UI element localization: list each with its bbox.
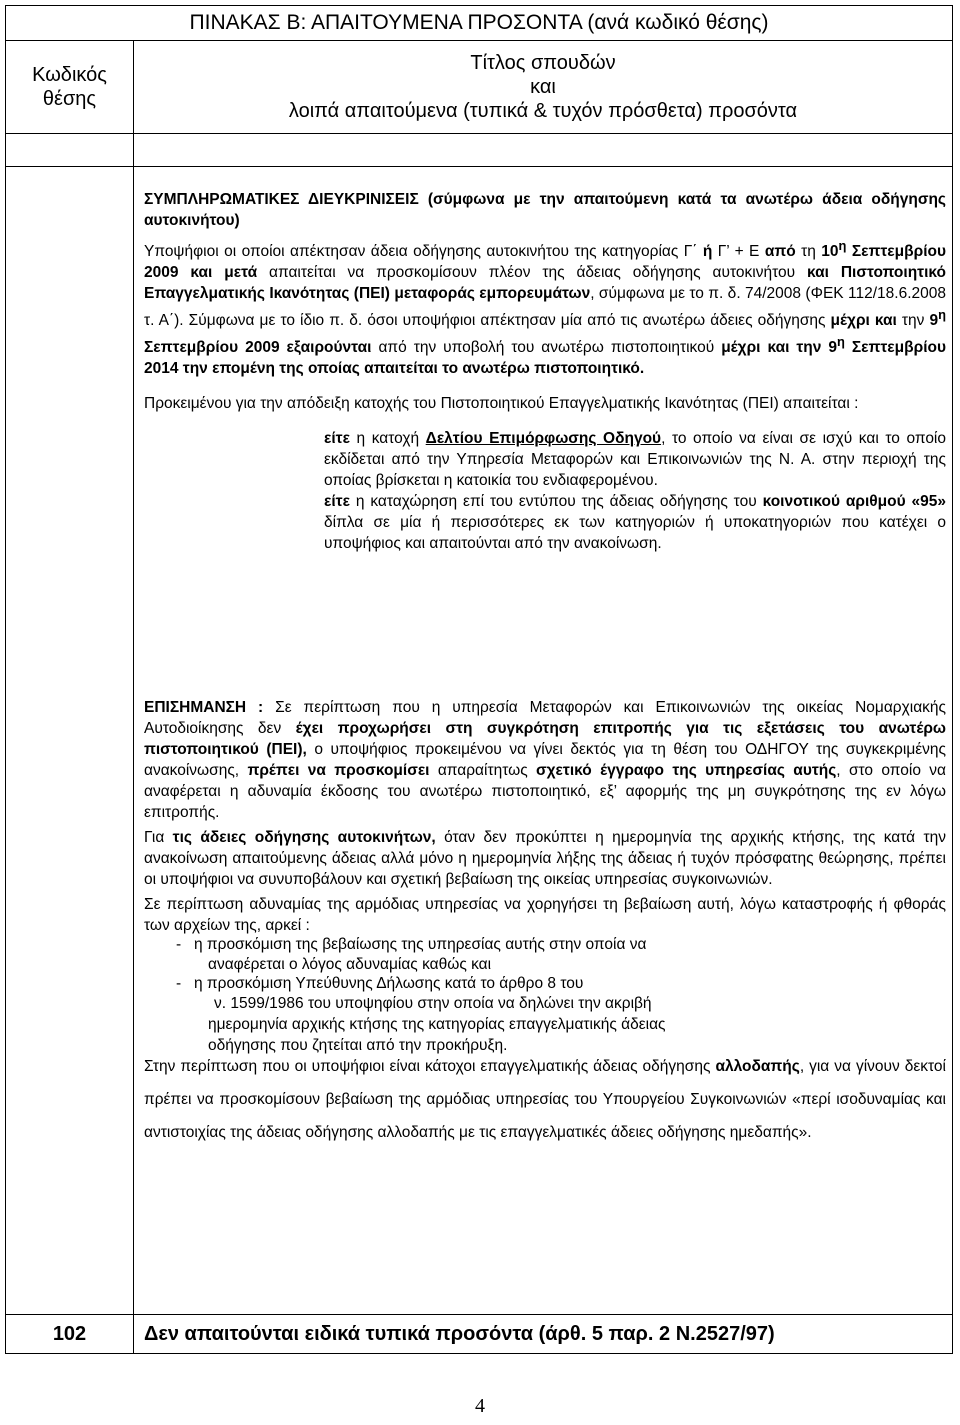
table-title: ΠΙΝΑΚΑΣ Β: ΑΠΑΙΤΟΥΜΕΝΑ ΠΡΟΣΟΝΤΑ (ανά κωδικό θέσης) [6,6,952,41]
list-item-continuation: ν. 1599/1986 του υποψηφίου στην οποία να δηλώνει την ακριβή [214,995,652,1012]
clarifications-cell [134,167,952,1314]
list-item-continuation: αναφέρεται ο λόγος αδυναμίας καθώς και [208,956,492,973]
foreign-license-paragraph: Στην περίπτωση που οι υποψήφιοι είναι κάτοχοι επαγγελματικής άδειας οδήγησης αλλοδαπής, για να γίνουν δεκτοί πρέπει να προσκομίσουν βεβαίωση της αρμόδιας υπηρεσίας του Υπουργείου Συγκοινωνιών «περί ισοδυναμίας και αντιστοιχίας της άδειας οδήγησης αλλοδαπής με τις επαγγελματικές άδειες οδήγησης ημεδαπής». [144,1058,946,1141]
list-item: - η προσκόμιση της βεβαίωσης της υπηρεσίας αυτής στην οποία να [176,936,647,953]
code-header-line1: Κωδικός [32,64,107,86]
header-row [6,41,952,134]
qualifications-column-header [134,41,952,133]
section-supplementary [144,189,946,554]
code-header-line2: θέσης [42,88,97,110]
code-column-header [6,41,134,133]
page-number: 4 [475,1395,485,1417]
option-community-code-95: είτε η καταχώρηση επί του εντύπου της άδειας οδήγησης του κοινοτικού αριθμού «95» δίπλα σε μία ή περισσότερες εκ των κατηγοριών ή υποκατηγοριών που κατέχει ο υποψήφιος και απαιτούνται από την ανακοίνωση. [324,493,946,553]
empty-row [6,134,952,167]
list-item: - η προσκόμιση Υπεύθυνης Δήλωσης κατά το άρθρο 8 του [176,975,584,992]
qual-header-line2: και [530,76,556,98]
section-notice [144,697,946,1149]
table-row [6,1315,952,1353]
supplementary-paragraph: Υποψήφιοι οι οποίοι απέκτησαν άδεια οδήγησης αυτοκινήτου της κατηγορίας Γ΄ ή Γ’ + Ε από τη $10^\eta$ Σεπτεμβρίου 2009 και μετά απαιτείται να προσκομίσουν πλέον της άδειας οδήγησης αυτοκινήτου και Πιστοποιητικό Επαγγελματικής Ικανότητας (ΠΕΙ) μεταφοράς εμπορευμάτων, σύμφωνα με το π. δ. 74/2008 (ΦΕΚ 112/18.6.2008 τ. Α΄). Σύμφωνα με το ίδιο π. δ. όσοι υποψήφιοι απέκτησαν μία από τις ανωτέρω άδειες οδήγησης μέχρι και την $9^\eta$ Σεπτεμβρίου 2009 εξαιρούνται από την υποβολή του ανωτέρω πιστοποιητικού μέχρι και την $9^\eta$ Σεπτεμβρίου 2014 την επομένη της οποίας απαιτείται το ανωτέρω πιστοποιητικό. [144,238,946,378]
supplementary-heading: ΣΥΜΠΛΗΡΩΜΑΤΙΚΕΣ ΔΙΕΥΚΡΙΝΙΣΕΙΣ (σύμφωνα με την απαιτούμενη κατά τα ανωτέρω άδεια οδήγησης αυτοκινήτου) [144,191,946,229]
pei-proof-paragraph: Προκειμένου για την απόδειξη κατοχής του Πιστοποιητικού Επαγγελματικής Ικανότητας (ΠΕΙ) απαιτείται : [144,395,859,413]
qual-header-line1: Τίτλος σπουδών [470,52,616,74]
licenses-paragraph: Για τις άδειες οδήγησης αυτοκινήτων, όταν δεν προκύπτει η ημερομηνία της αρχικής κτήσης, της κατά την ανακοίνωση απαιτούμενης άδειας αλλά μόνο η ημερομηνία λήξης της άδειας ή τυχόν πρόσφατης θεώρησης, πρέπει οι υποψήφιοι να συνυποβάλουν και σχετική βεβαίωση της οικείας υπηρεσίας συγκοινωνιών. [144,829,946,888]
option-driver-training-card: είτε η κατοχή Δελτίου Επιμόρφωσης Οδηγού, το οποίο να είναι σε ισχύ και το οποίο εκδίδεται από την Υπηρεσία Μεταφορών και Επικοινωνιών της Ν. Α. στην περιοχή της οποίας βρίσκεται η κατοικία του ενδιαφερομένου. [324,430,946,490]
position-requirements: Δεν απαιτούνται ειδικά τυπικά προσόντα (άρθ. 5 παρ. 2 Ν.2527/97) [144,1322,775,1345]
notice-paragraph: ΕΠΙΣΗΜΑΝΣΗ : Σε περίπτωση που η υπηρεσία Μεταφορών και Επικοινωνιών της οικείας Νομαρχιακής Αυτοδιοίκησης δεν έχει προχωρήσει στη συγκρότηση επιτροπής για τις εξετάσεις του ανωτέρω πιστοποιητικού (ΠΕΙ), ο υποψήφιος προκειμένου να γίνει δεκτός για τη θέση του ΟΔΗΓΟΥ της συγκεκριμένης ανακοίνωσης, πρέπει να προσκομίσει απαραίτητως σχετικό έγγραφο της υπηρεσίας αυτής, στο οποίο να αναφέρεται η αδυναμία έκδοσης του ανωτέρω πιστοποιητικό, εξ’ αφορμής της μη συγκρότησης της εν λόγω επιτροπής. [144,699,947,821]
clarifications-row [6,167,952,1315]
requirements-table [5,5,953,1354]
list-item-continuation: οδήγησης που ζητείται από την προκήρυξη. [208,1037,508,1054]
list-item-continuation: ημερομηνία αρχικής κτήσης της κατηγορίας επαγγελματικής άδειας [208,1016,666,1033]
position-code: 102 [6,1315,134,1353]
qual-header-line3: λοιπά απαιτούμενα (τυπικά & τυχόν πρόσθετα) προσόντα [288,100,798,122]
inability-paragraph: Σε περίπτωση αδυναμίας της αρμόδιας υπηρεσίας να χορηγήσει τη βεβαίωση αυτή, λόγω καταστροφής ή φθοράς των αρχείων της, αρκεί : [144,896,946,934]
